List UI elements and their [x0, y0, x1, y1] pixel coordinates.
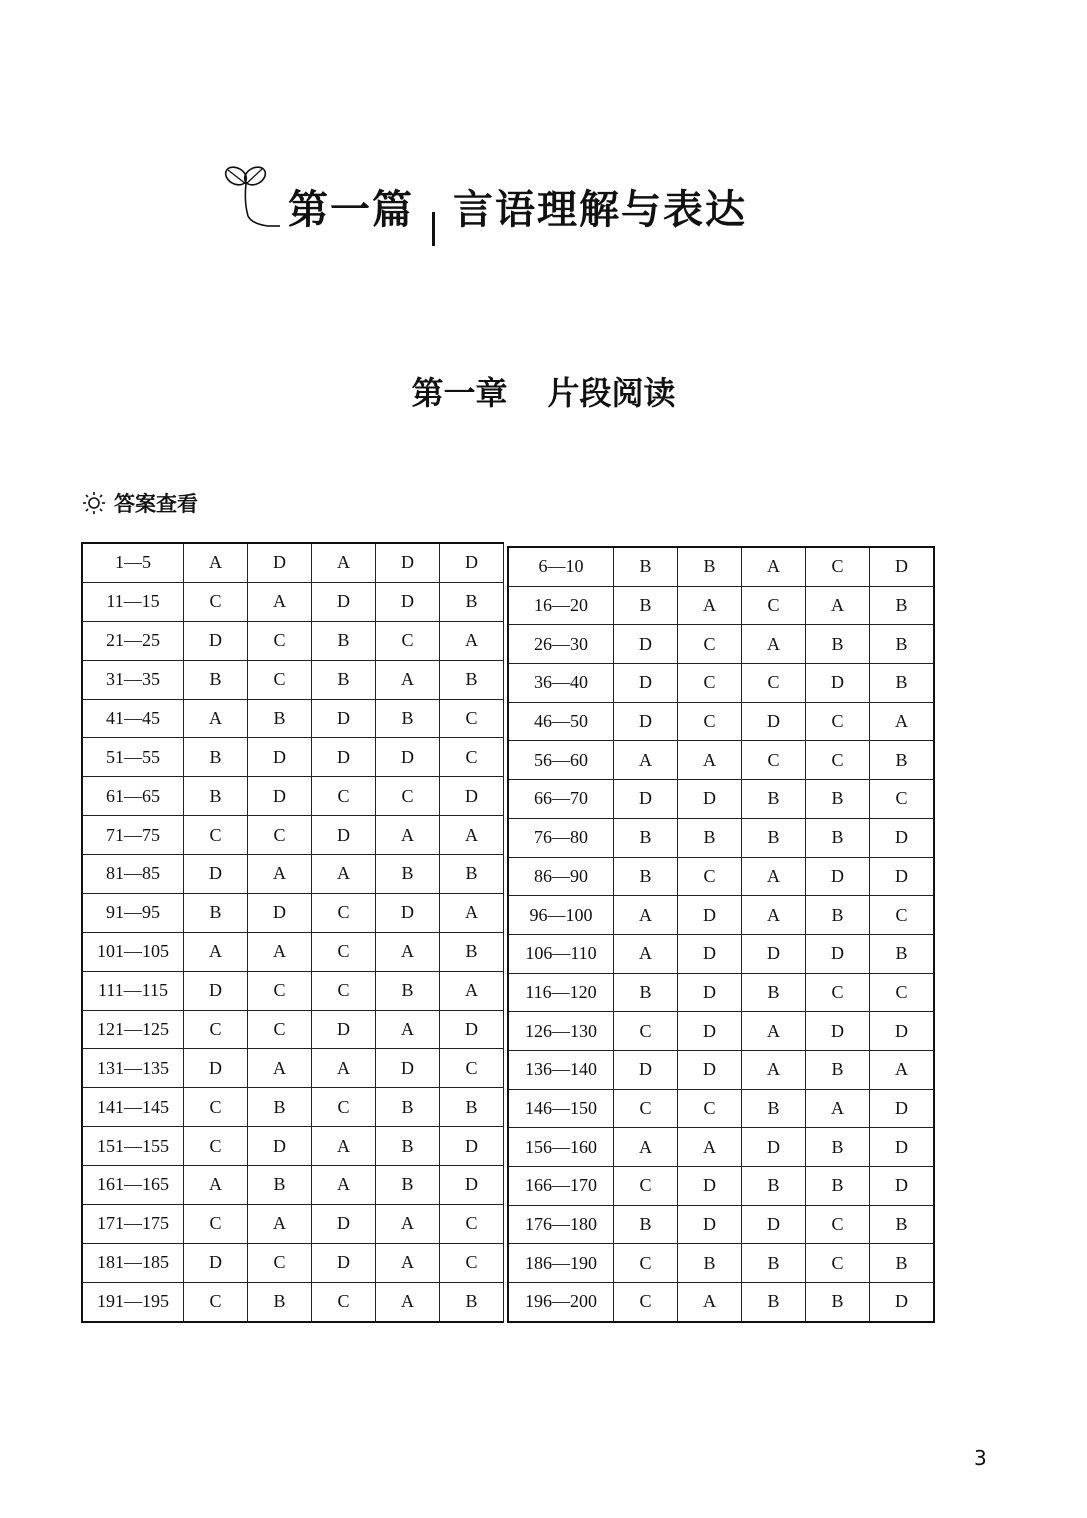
- answer-cell: D: [184, 1243, 248, 1282]
- table-row: [508, 741, 934, 780]
- answer-cell: D: [742, 1128, 806, 1167]
- answer-cell: C: [184, 582, 248, 621]
- answer-cell: D: [742, 702, 806, 741]
- answer-cell: C: [870, 780, 935, 819]
- answer-cell: B: [440, 855, 504, 894]
- question-range: 161—165: [82, 1166, 184, 1205]
- table-row: [508, 934, 934, 973]
- table-row: [82, 699, 504, 738]
- sun-icon: [82, 491, 106, 515]
- answer-cell: B: [614, 973, 678, 1012]
- answer-cell: D: [312, 699, 376, 738]
- question-range: 41—45: [82, 699, 184, 738]
- answer-cell: B: [614, 586, 678, 625]
- table-row: [508, 1050, 934, 1089]
- answer-cell: A: [248, 932, 312, 971]
- table-row: [82, 621, 504, 660]
- answer-cell: C: [678, 702, 742, 741]
- table-row: [508, 586, 934, 625]
- answer-cell: D: [312, 738, 376, 777]
- answer-cell: B: [806, 625, 870, 664]
- answer-cell: C: [870, 896, 935, 935]
- answer-cell: B: [248, 1282, 312, 1322]
- table-row: [508, 1012, 934, 1051]
- title-separator: [432, 212, 435, 246]
- answer-cell: C: [248, 816, 312, 855]
- table-row: [82, 971, 504, 1010]
- answer-cell: C: [678, 857, 742, 896]
- part-label: 第一篇: [288, 187, 414, 233]
- question-range: 56—60: [508, 741, 614, 780]
- answer-cell: B: [870, 586, 935, 625]
- table-row: [508, 857, 934, 896]
- answer-cell: C: [312, 1088, 376, 1127]
- answer-cell: C: [376, 621, 440, 660]
- answer-cell: D: [184, 855, 248, 894]
- answer-cell: B: [440, 1282, 504, 1322]
- answer-cell: B: [312, 621, 376, 660]
- page-number: 3: [974, 1446, 987, 1470]
- answer-cell: B: [806, 1167, 870, 1206]
- answer-cell: B: [440, 932, 504, 971]
- answer-cell: D: [742, 934, 806, 973]
- answer-cell: A: [742, 857, 806, 896]
- answer-cell: D: [678, 1050, 742, 1089]
- question-range: 176—180: [508, 1205, 614, 1244]
- answer-cell: C: [806, 702, 870, 741]
- answer-cell: D: [312, 1010, 376, 1049]
- answer-cell: A: [614, 1128, 678, 1167]
- answer-cell: C: [742, 664, 806, 703]
- table-row: [508, 1128, 934, 1167]
- answer-cell: B: [614, 818, 678, 857]
- answer-cell: C: [440, 1049, 504, 1088]
- answer-cell: B: [806, 1050, 870, 1089]
- question-range: 6—10: [508, 547, 614, 586]
- answer-cell: C: [184, 1282, 248, 1322]
- question-range: 86—90: [508, 857, 614, 896]
- answer-cell: A: [440, 971, 504, 1010]
- table-row: [82, 777, 504, 816]
- answer-cell: B: [742, 1244, 806, 1283]
- answer-cell: B: [248, 1088, 312, 1127]
- answer-cell: B: [870, 664, 935, 703]
- table-row: [508, 547, 934, 586]
- answer-cell: D: [312, 1243, 376, 1282]
- answer-cell: C: [614, 1283, 678, 1322]
- answer-cell: B: [870, 934, 935, 973]
- answer-cell: D: [870, 1167, 935, 1206]
- answer-cell: D: [742, 1205, 806, 1244]
- answer-cell: B: [184, 893, 248, 932]
- table-row: [82, 893, 504, 932]
- answer-cell: C: [312, 932, 376, 971]
- answer-cell: D: [870, 1012, 935, 1051]
- answer-cell: B: [440, 1088, 504, 1127]
- answer-cell: C: [184, 1010, 248, 1049]
- answer-cell: B: [806, 1128, 870, 1167]
- answer-cell: B: [614, 857, 678, 896]
- question-range: 51—55: [82, 738, 184, 777]
- answer-cell: D: [312, 816, 376, 855]
- answer-cell: B: [376, 855, 440, 894]
- answer-cell: D: [806, 934, 870, 973]
- answer-cell: B: [806, 1283, 870, 1322]
- answer-cell: D: [614, 625, 678, 664]
- answer-cell: C: [614, 1012, 678, 1051]
- answer-cell: C: [614, 1244, 678, 1283]
- answer-table-left: [81, 542, 504, 1323]
- question-range: 46—50: [508, 702, 614, 741]
- answer-cell: A: [312, 1049, 376, 1088]
- answer-tables: [81, 542, 935, 1323]
- answer-cell: B: [870, 1244, 935, 1283]
- answer-cell: A: [376, 816, 440, 855]
- answer-cell: C: [614, 1167, 678, 1206]
- answer-cell: D: [870, 1089, 935, 1128]
- question-range: 111—115: [82, 971, 184, 1010]
- answer-cell: A: [248, 1049, 312, 1088]
- answer-cell: A: [312, 543, 376, 582]
- answer-cell: B: [806, 896, 870, 935]
- table-row: [82, 1204, 504, 1243]
- question-range: 151—155: [82, 1127, 184, 1166]
- answer-cell: B: [376, 1166, 440, 1205]
- answer-cell: D: [678, 896, 742, 935]
- answer-cell: D: [870, 818, 935, 857]
- answer-cell: D: [870, 857, 935, 896]
- table-row: [82, 660, 504, 699]
- table-row: [508, 1244, 934, 1283]
- answer-cell: D: [678, 1167, 742, 1206]
- answer-cell: B: [678, 1244, 742, 1283]
- answer-cell: C: [440, 699, 504, 738]
- answer-cell: D: [248, 1127, 312, 1166]
- answer-cell: A: [376, 1204, 440, 1243]
- table-row: [82, 738, 504, 777]
- question-range: 171—175: [82, 1204, 184, 1243]
- answer-cell: C: [806, 1205, 870, 1244]
- answer-cell: D: [678, 1012, 742, 1051]
- answer-cell: D: [614, 780, 678, 819]
- answer-cell: C: [376, 777, 440, 816]
- answer-cell: D: [440, 1127, 504, 1166]
- question-range: 116—120: [508, 973, 614, 1012]
- answer-cell: D: [184, 621, 248, 660]
- answer-cell: A: [614, 741, 678, 780]
- question-range: 66—70: [508, 780, 614, 819]
- answer-cell: A: [312, 1166, 376, 1205]
- answer-cell: D: [312, 582, 376, 621]
- answer-cell: C: [184, 1204, 248, 1243]
- answer-cell: C: [248, 660, 312, 699]
- answer-cell: A: [614, 896, 678, 935]
- answer-cell: A: [678, 586, 742, 625]
- answer-cell: A: [678, 741, 742, 780]
- answer-cell: C: [312, 893, 376, 932]
- question-range: 36—40: [508, 664, 614, 703]
- answer-cell: D: [678, 973, 742, 1012]
- answer-cell: A: [312, 1127, 376, 1166]
- table-row: [82, 932, 504, 971]
- table-row: [508, 1089, 934, 1128]
- question-range: 196—200: [508, 1283, 614, 1322]
- answer-cell: C: [806, 973, 870, 1012]
- answer-cell: D: [614, 702, 678, 741]
- answer-cell: A: [742, 547, 806, 586]
- answer-cell: A: [678, 1128, 742, 1167]
- answer-cell: C: [248, 1010, 312, 1049]
- answers-heading: [82, 488, 198, 518]
- answer-cell: B: [742, 1089, 806, 1128]
- question-range: 181—185: [82, 1243, 184, 1282]
- answer-cell: A: [376, 1243, 440, 1282]
- answer-cell: A: [376, 1010, 440, 1049]
- answer-cell: B: [806, 780, 870, 819]
- answer-cell: A: [184, 1166, 248, 1205]
- table-row: [508, 1283, 934, 1322]
- answer-cell: B: [376, 971, 440, 1010]
- answer-cell: A: [614, 934, 678, 973]
- answer-cell: D: [806, 664, 870, 703]
- answer-cell: D: [376, 738, 440, 777]
- question-range: 96—100: [508, 896, 614, 935]
- answer-cell: C: [678, 664, 742, 703]
- answer-cell: C: [312, 971, 376, 1010]
- table-row: [508, 780, 934, 819]
- table-row: [82, 1127, 504, 1166]
- sprout-icon: [222, 162, 284, 242]
- table-row: [508, 1167, 934, 1206]
- table-row: [82, 1166, 504, 1205]
- answer-cell: D: [376, 582, 440, 621]
- question-range: 101—105: [82, 932, 184, 971]
- answer-cell: B: [742, 1283, 806, 1322]
- answer-cell: A: [742, 1050, 806, 1089]
- answer-cell: C: [870, 973, 935, 1012]
- answer-cell: D: [870, 547, 935, 586]
- chapter-label: 第一章: [411, 374, 508, 412]
- answer-cell: A: [184, 543, 248, 582]
- answer-cell: C: [742, 741, 806, 780]
- part-title: [222, 152, 747, 242]
- table-row: [82, 543, 504, 582]
- answer-cell: B: [742, 1167, 806, 1206]
- answer-cell: A: [376, 660, 440, 699]
- answer-cell: A: [248, 855, 312, 894]
- question-range: 121—125: [82, 1010, 184, 1049]
- answer-cell: D: [806, 1012, 870, 1051]
- answer-cell: D: [440, 1010, 504, 1049]
- answer-cell: B: [184, 738, 248, 777]
- answer-cell: D: [870, 1283, 935, 1322]
- answer-cell: D: [184, 971, 248, 1010]
- question-range: 21—25: [82, 621, 184, 660]
- answer-cell: A: [742, 1012, 806, 1051]
- answer-cell: C: [614, 1089, 678, 1128]
- table-row: [508, 1205, 934, 1244]
- answer-cell: C: [248, 971, 312, 1010]
- part-name: 言语理解与表达: [453, 187, 747, 233]
- answer-cell: B: [806, 818, 870, 857]
- answer-cell: D: [678, 780, 742, 819]
- question-range: 11—15: [82, 582, 184, 621]
- question-range: 1—5: [82, 543, 184, 582]
- table-row: [508, 625, 934, 664]
- answer-cell: B: [248, 1166, 312, 1205]
- table-row: [508, 702, 934, 741]
- question-range: 136—140: [508, 1050, 614, 1089]
- question-range: 26—30: [508, 625, 614, 664]
- answer-cell: D: [614, 1050, 678, 1089]
- answer-cell: D: [678, 1205, 742, 1244]
- question-range: 81—85: [82, 855, 184, 894]
- answer-cell: B: [678, 547, 742, 586]
- answer-cell: C: [312, 1282, 376, 1322]
- answer-cell: B: [248, 699, 312, 738]
- answer-cell: B: [440, 660, 504, 699]
- answer-cell: C: [440, 738, 504, 777]
- question-range: 141—145: [82, 1088, 184, 1127]
- answer-cell: C: [806, 741, 870, 780]
- question-range: 76—80: [508, 818, 614, 857]
- answer-cell: B: [742, 973, 806, 1012]
- question-range: 91—95: [82, 893, 184, 932]
- answer-cell: A: [376, 1282, 440, 1322]
- answer-cell: A: [248, 1204, 312, 1243]
- answer-cell: B: [184, 777, 248, 816]
- answer-cell: A: [870, 1050, 935, 1089]
- table-row: [508, 973, 934, 1012]
- answer-cell: B: [678, 818, 742, 857]
- answer-cell: B: [376, 1127, 440, 1166]
- table-row: [82, 1088, 504, 1127]
- answer-cell: B: [742, 780, 806, 819]
- question-range: 16—20: [508, 586, 614, 625]
- answer-cell: B: [614, 1205, 678, 1244]
- answer-cell: A: [742, 625, 806, 664]
- answer-cell: C: [806, 1244, 870, 1283]
- chapter-title: [0, 368, 1087, 414]
- answer-cell: C: [248, 621, 312, 660]
- answer-cell: B: [312, 660, 376, 699]
- answer-cell: B: [870, 741, 935, 780]
- answer-cell: A: [742, 896, 806, 935]
- answer-cell: D: [376, 1049, 440, 1088]
- answer-cell: A: [870, 702, 935, 741]
- answer-cell: A: [440, 893, 504, 932]
- answer-cell: D: [806, 857, 870, 896]
- answer-cell: D: [678, 934, 742, 973]
- answer-cell: D: [248, 543, 312, 582]
- answer-cell: A: [678, 1283, 742, 1322]
- answer-cell: A: [184, 932, 248, 971]
- answer-cell: A: [184, 699, 248, 738]
- answer-cell: C: [312, 777, 376, 816]
- answer-cell: A: [806, 1089, 870, 1128]
- answer-cell: C: [184, 816, 248, 855]
- answer-cell: D: [376, 543, 440, 582]
- answer-cell: D: [440, 1166, 504, 1205]
- answer-cell: D: [184, 1049, 248, 1088]
- table-row: [82, 582, 504, 621]
- answer-cell: A: [248, 582, 312, 621]
- question-range: 71—75: [82, 816, 184, 855]
- question-range: 166—170: [508, 1167, 614, 1206]
- answer-cell: B: [614, 547, 678, 586]
- table-row: [508, 664, 934, 703]
- answer-cell: A: [440, 816, 504, 855]
- question-range: 126—130: [508, 1012, 614, 1051]
- table-row: [82, 1010, 504, 1049]
- answer-cell: B: [376, 1088, 440, 1127]
- answers-heading-text: 答案查看: [114, 492, 198, 516]
- table-row: [82, 1282, 504, 1322]
- question-range: 31—35: [82, 660, 184, 699]
- answer-cell: D: [440, 543, 504, 582]
- answer-cell: C: [248, 1243, 312, 1282]
- answer-cell: C: [678, 625, 742, 664]
- question-range: 146—150: [508, 1089, 614, 1128]
- answer-cell: D: [248, 893, 312, 932]
- answer-cell: A: [806, 586, 870, 625]
- answer-cell: D: [870, 1128, 935, 1167]
- answer-cell: D: [614, 664, 678, 703]
- answer-cell: A: [312, 855, 376, 894]
- table-row: [82, 816, 504, 855]
- answer-cell: B: [870, 625, 935, 664]
- answer-cell: C: [742, 586, 806, 625]
- table-row: [82, 855, 504, 894]
- question-range: 191—195: [82, 1282, 184, 1322]
- question-range: 106—110: [508, 934, 614, 973]
- table-row: [82, 1243, 504, 1282]
- question-range: 131—135: [82, 1049, 184, 1088]
- answer-cell: D: [248, 738, 312, 777]
- answer-cell: D: [440, 777, 504, 816]
- answer-cell: A: [376, 932, 440, 971]
- answer-cell: C: [184, 1127, 248, 1166]
- answer-cell: D: [312, 1204, 376, 1243]
- answer-cell: B: [742, 818, 806, 857]
- answer-cell: B: [870, 1205, 935, 1244]
- answer-cell: B: [184, 660, 248, 699]
- answer-cell: C: [678, 1089, 742, 1128]
- answer-cell: C: [440, 1243, 504, 1282]
- answer-cell: B: [440, 582, 504, 621]
- question-range: 61—65: [82, 777, 184, 816]
- question-range: 156—160: [508, 1128, 614, 1167]
- answer-cell: C: [440, 1204, 504, 1243]
- answer-cell: D: [248, 777, 312, 816]
- table-row: [82, 1049, 504, 1088]
- answer-cell: B: [376, 699, 440, 738]
- table-row: [508, 818, 934, 857]
- answer-table-right: [507, 546, 935, 1323]
- chapter-name: 片段阅读: [547, 374, 676, 412]
- table-row: [508, 896, 934, 935]
- answer-cell: C: [806, 547, 870, 586]
- answer-cell: A: [440, 621, 504, 660]
- answer-cell: C: [184, 1088, 248, 1127]
- answer-cell: D: [376, 893, 440, 932]
- question-range: 186—190: [508, 1244, 614, 1283]
